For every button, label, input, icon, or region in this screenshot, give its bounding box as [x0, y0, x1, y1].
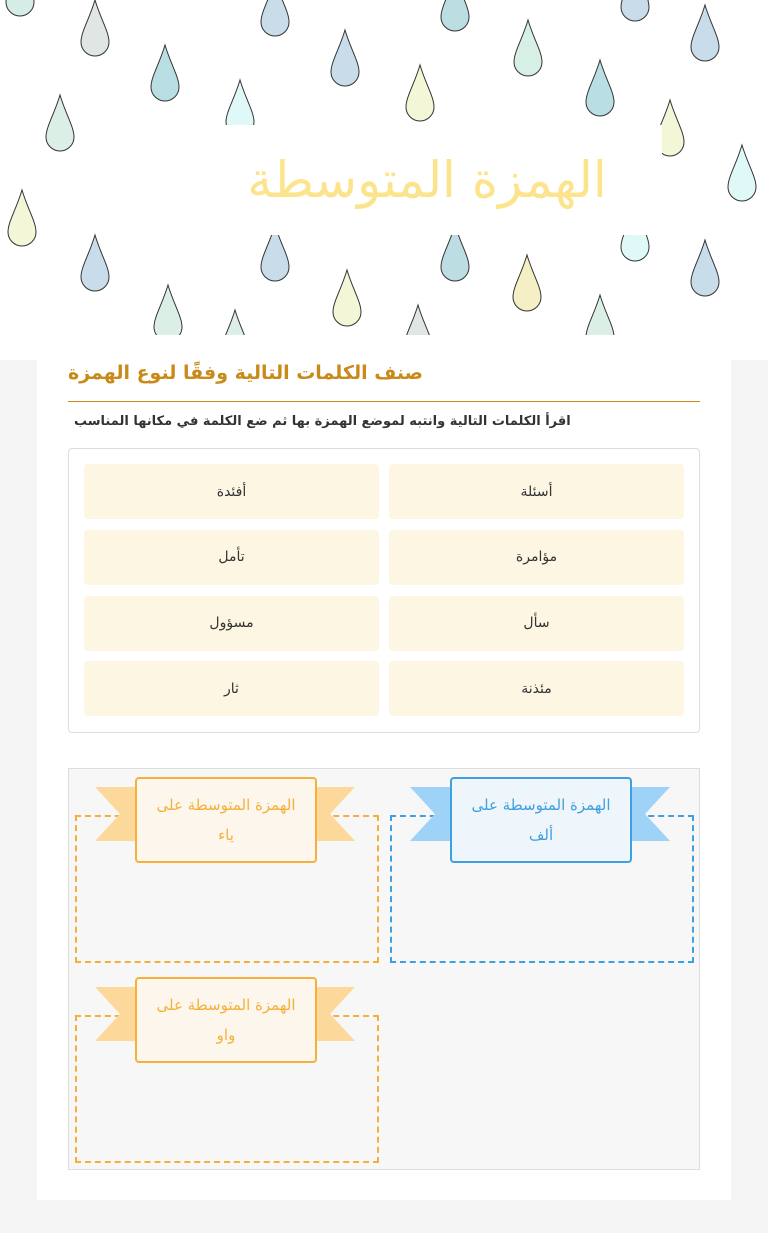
- word-tile[interactable]: أسئلة: [389, 464, 684, 519]
- title-band: [192, 125, 662, 235]
- header-banner: [0, 0, 768, 335]
- category-label-waw: الهمزة المتوسطة على واو: [135, 977, 317, 1063]
- divider: [68, 401, 700, 402]
- word-tile[interactable]: أفئدة: [84, 464, 379, 519]
- word-tile[interactable]: مئذنة: [389, 661, 684, 716]
- instructions: اقرأ الكلمات التالية وانتبه لموضع الهمزة بها ثم ضع الكلمة في مكانها المناسب: [74, 414, 571, 429]
- word-bank: [68, 448, 700, 733]
- spacer: [0, 335, 768, 360]
- categories-area: [68, 768, 700, 1170]
- word-tile[interactable]: مسؤول: [84, 596, 379, 651]
- page-title: الهمزة المتوسطة: [247, 151, 607, 209]
- activity-heading: صنف الكلمات التالية وفقًا لنوع الهمزة: [68, 362, 423, 384]
- category-label-ya: الهمزة المتوسطة على ياء: [135, 777, 317, 863]
- word-tile[interactable]: مؤامرة: [389, 530, 684, 585]
- word-tile[interactable]: تأمل: [84, 530, 379, 585]
- word-tile[interactable]: سأل: [389, 596, 684, 651]
- word-tile[interactable]: ثار: [84, 661, 379, 716]
- category-label-alif: الهمزة المتوسطة على ألف: [450, 777, 632, 863]
